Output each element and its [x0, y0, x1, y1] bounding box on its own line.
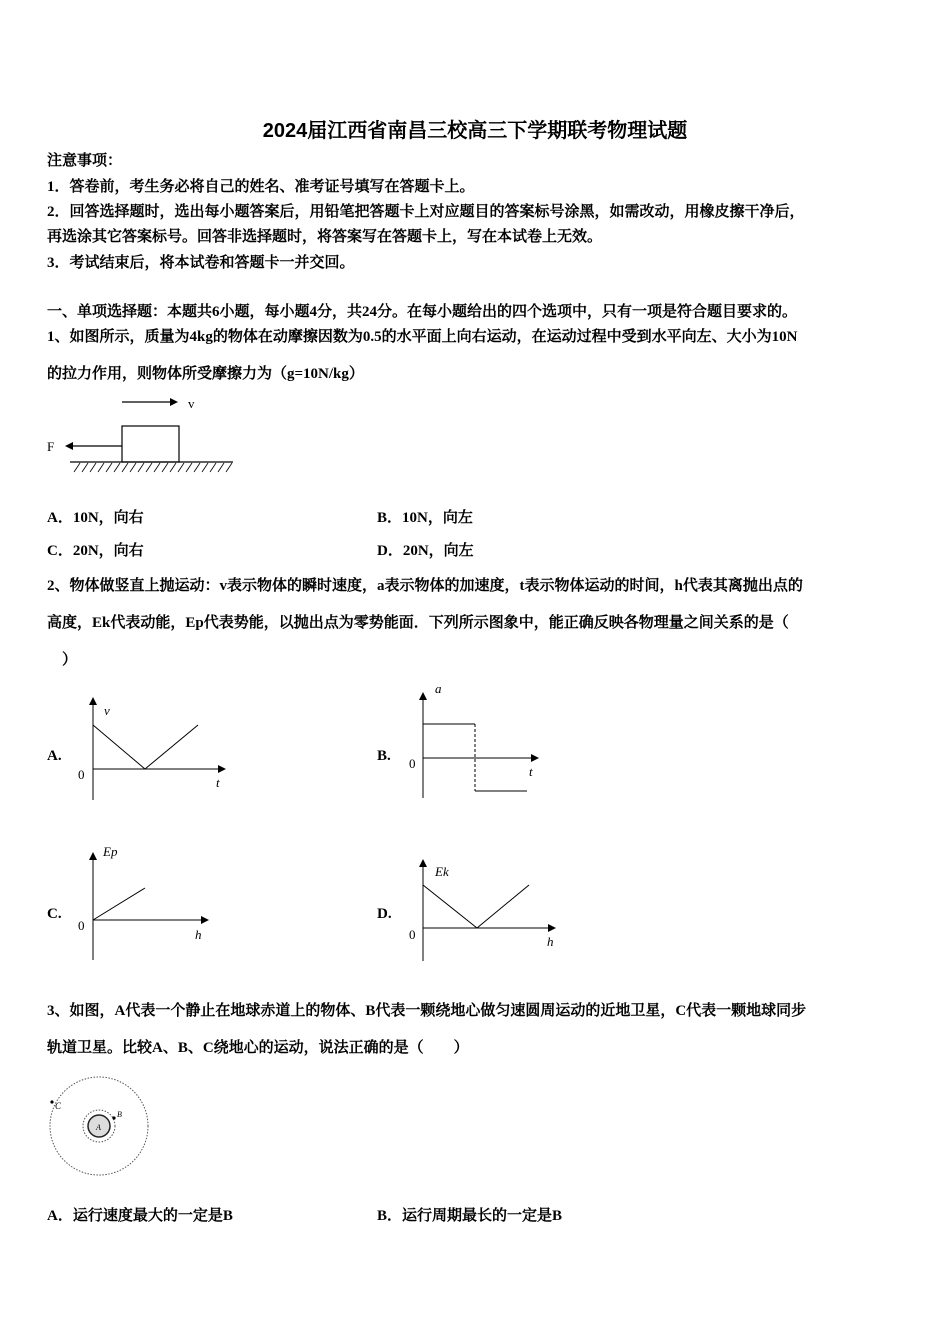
axis-y-label: a [435, 681, 442, 696]
q1-figure [45, 392, 245, 477]
object-a-label: A [96, 1123, 101, 1132]
axis-x-label: t [216, 775, 220, 790]
q2-option-c-label[interactable]: C. [47, 906, 62, 922]
q2-option-d-label[interactable]: D. [377, 906, 392, 922]
q3-option-b[interactable]: B．运行周期最长的一定是B [377, 1208, 563, 1224]
origin-label: 0 [409, 756, 416, 771]
axis-y-label: v [104, 703, 110, 718]
q3-orbit-figure [45, 1072, 155, 1184]
q1-option-a[interactable]: A．10N，向右 [47, 510, 144, 526]
q3-text: 3、如图，A代表一个静止在地球赤道上的物体、B代表一颗绕地心做匀速圆周运动的近地卫星，C代表一颗地球同步 [47, 1003, 807, 1019]
axis-x-label: t [529, 764, 533, 779]
q1-text: 1、如图所示，质量为4kg的物体在动摩擦因数为0.5的水平面上向右运动，在运动过程中受到水平向左、大小为10N [47, 329, 798, 345]
q3-option-a[interactable]: A．运行速度最大的一定是B [47, 1208, 233, 1224]
notice-item: 再选涂其它答案标号。回答非选择题时，将答案写在答题卡上，写在本试卷上无效。 [47, 229, 603, 245]
q2-text: 2、物体做竖直上抛运动：v表示物体的瞬时速度，a表示物体的加速度，t表示物体运动的时间，h代表其离抛出点的 [47, 578, 803, 594]
satellite-b-label: B [117, 1110, 122, 1119]
axis-y-label: Ek [435, 864, 449, 879]
q1-option-b[interactable]: B．10N，向左 [377, 510, 473, 526]
origin-label: 0 [78, 767, 85, 782]
origin-label: 0 [409, 927, 416, 942]
q2-graph-a[interactable] [75, 695, 235, 805]
q2-graph-c[interactable] [75, 840, 235, 965]
notice-item: 3．考试结束后，将本试卷和答题卡一并交回。 [47, 255, 355, 271]
section-heading: 一、单项选择题：本题共6小题，每小题4分，共24分。在每小题给出的四个选项中，只有一项是符合题目要求的。 [47, 304, 798, 320]
notice-item: 2．回答选择题时，选出每小题答案后，用铅笔把答题卡上对应题目的答案标号涂黑，如需改动，用橡皮擦干净后， [47, 204, 805, 220]
q2-option-a-label[interactable]: A. [47, 748, 62, 764]
origin-label: 0 [78, 918, 85, 933]
notice-heading: 注意事项： [47, 153, 123, 169]
notice-item: 1．答卷前，考生务必将自己的姓名、准考证号填写在答题卡上。 [47, 179, 475, 195]
q1-option-c[interactable]: C．20N，向右 [47, 543, 144, 559]
q2-text: 高度，Ek代表动能，Ep代表势能，以抛出点为零势能面．下列所示图象中，能正确反映各物理量之间关系的是（ [47, 615, 789, 631]
axis-x-label: h [547, 934, 554, 949]
axis-x-label: h [195, 927, 202, 942]
q1-text: 的拉力作用，则物体所受摩擦力为（g=10N/kg） [47, 366, 364, 382]
q2-graph-b[interactable] [405, 680, 565, 805]
q3-text: 轨道卫星。比较A、B、C绕地心的运动，说法正确的是（ ） [47, 1040, 469, 1056]
satellite-c-label: C [55, 1101, 62, 1111]
force-label: F [47, 439, 55, 454]
velocity-label: v [188, 396, 195, 411]
q2-text: ） [62, 652, 78, 668]
page-title: 2024届江西省南昌三校高三下学期联考物理试题 [262, 120, 688, 142]
q1-option-d[interactable]: D．20N，向左 [377, 543, 474, 559]
axis-y-label: Ep [103, 844, 118, 859]
q2-option-b-label[interactable]: B. [377, 748, 391, 764]
q2-graph-d[interactable] [405, 855, 575, 965]
